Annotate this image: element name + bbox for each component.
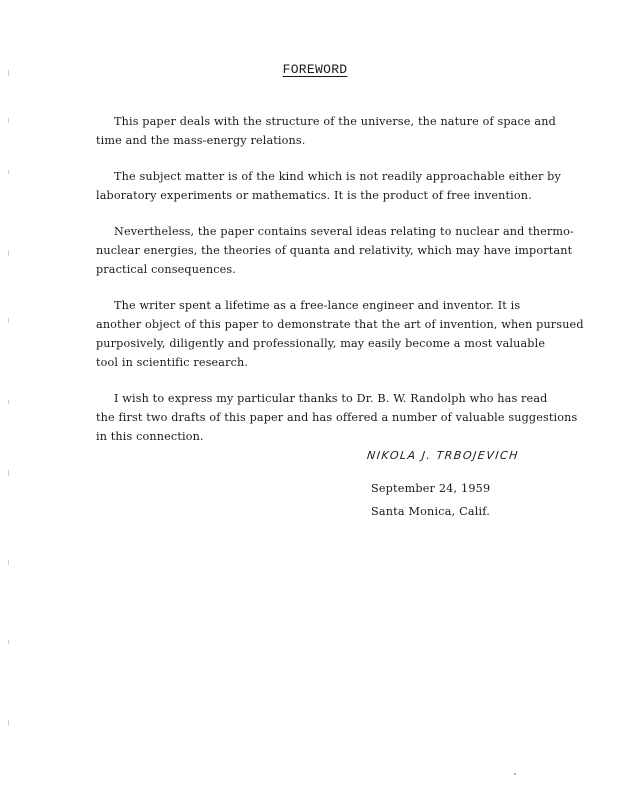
text-line: time and the mass-energy relations. [96,134,306,147]
paragraph-2 [96,167,568,205]
text-line: the first two drafts of this paper and has offered a number of valuable suggestions [96,411,578,424]
text-line: The subject matter is of the kind which is not readily approachable either by [114,170,561,183]
signature-place: Santa Monica, Calif. [371,505,490,518]
paragraph-5 [96,389,578,446]
text-line: The writer spent a lifetime as a free-lance engineer and inventor. It is [114,299,521,312]
text-line: Nevertheless, the paper contains several ideas relating to nuclear and thermo- [114,225,574,238]
text-line: practical consequences. [96,263,236,276]
text-line: purposively, diligently and professionally, may easily become a most valuable [96,337,546,350]
scan-margin-marks [0,0,20,800]
text-line: I wish to express my particular thanks to Dr. B. W. Randolph who has read [114,392,548,405]
text-line: laboratory experiments or mathematics. It is the product of free invention. [96,189,532,202]
page-title: FOREWORD [282,62,348,77]
text-line: another object of this paper to demonstrate that the art of invention, when pursued [96,318,584,331]
signature-date: September 24, 1959 [371,482,491,495]
handwritten-signature: NIKOLA J. TRBOJEVICH [366,449,520,462]
text-line: in this connection. [96,430,204,443]
text-line: This paper deals with the structure of the universe, the nature of space and [114,115,556,128]
paragraph-3 [96,222,574,279]
paragraph-1 [96,112,568,150]
scan-speck [514,773,516,775]
paragraph-4 [96,296,584,372]
text-line: tool in scientific research. [96,356,249,369]
text-line: nuclear energies, the theories of quanta and relativity, which may have important [96,244,573,257]
foreword-body [96,112,584,463]
